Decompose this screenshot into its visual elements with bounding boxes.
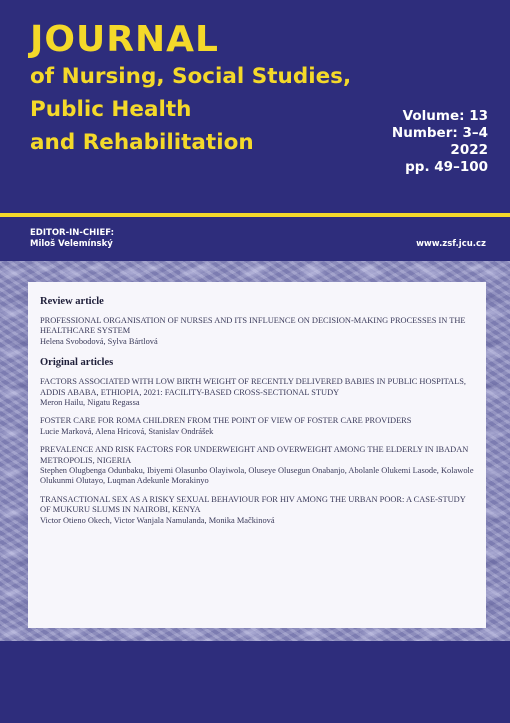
article-authors: Stephen Olugbenga Odunbaku, Ibiyemi Olasunbo Olayiwola, Oluseye Olusegun Onabanjo, Abolanle Olukemi Lasode, Kolawole Olukunmi Olutayo, Luqman Adekunle Morakinyo (40, 466, 474, 486)
subtitle-line-3: and Rehabilitation (30, 130, 254, 155)
article-item[interactable] (40, 316, 474, 347)
article-title: PREVALENCE AND RISK FACTORS FOR UNDERWEIGHT AND OVERWEIGHT AMONG THE ELDERLY IN IBADAN METROPOLIS, NIGERIA (40, 445, 469, 465)
volume: Volume: 13 (402, 108, 488, 124)
article-item[interactable] (40, 495, 474, 526)
editor-label: EDITOR-IN-CHIEF: (30, 228, 114, 238)
article-item[interactable] (40, 445, 474, 487)
article-authors: Meron Hailu, Nigatu Regassa (40, 398, 140, 408)
article-title: TRANSACTIONAL SEX AS A RISKY SEXUAL BEHAVIOUR FOR HIV AMONG THE URBAN POOR: A CASE-STUDY OF MUKURU SLUMS IN NAIROBI, KENYA (40, 494, 466, 515)
article-title: FOSTER CARE FOR ROMA CHILDREN FROM THE POINT OF VIEW OF FOSTER CARE PROVIDERS (40, 416, 412, 426)
subtitle-line-1: of Nursing, Social Studies, (30, 64, 352, 89)
website-link[interactable]: www.zsf.jcu.cz (416, 239, 486, 249)
article-authors: Lucie Marková, Alena Hricová, Stanislav Ondrášek (40, 426, 214, 436)
issue-info (392, 108, 488, 176)
article-item[interactable] (40, 377, 474, 408)
divider-line (0, 213, 510, 217)
article-authors: Victor Otieno Okech, Victor Wanjala Namulanda, Monika Mačkinová (40, 515, 275, 525)
article-authors: Helena Svobodová, Sylva Bártlová (40, 336, 158, 346)
editor-block (30, 228, 114, 250)
masthead (30, 20, 351, 159)
editor-name: Miloš Velemínský (30, 239, 113, 249)
article-title: FACTORS ASSOCIATED WITH LOW BIRTH WEIGHT OF RECENTLY DELIVERED BABIES IN PUBLIC HOSPITALS, ADDIS ABABA, ETHIOPIA, 2021: FACILITY-BASED CROSS-SECTIONAL STUDY (40, 377, 466, 397)
pages: pp. 49–100 (405, 159, 488, 175)
journal-title: JOURNAL (30, 19, 219, 60)
section-heading-review: Review article (40, 296, 104, 307)
contents-panel (28, 282, 486, 628)
article-item[interactable] (40, 416, 474, 437)
section-heading-original: Original articles (40, 357, 114, 369)
bottom-band (0, 641, 510, 723)
number: Number: 3–4 (391, 125, 488, 141)
subtitle-line-2: Public Health (30, 97, 192, 122)
year: 2022 (450, 142, 488, 158)
article-title: PROFESSIONAL ORGANISATION OF NURSES AND ITS INFLUENCE ON DECISION-MAKING PROCESSES IN THE HEALTHCARE SYSTEM (40, 316, 466, 336)
